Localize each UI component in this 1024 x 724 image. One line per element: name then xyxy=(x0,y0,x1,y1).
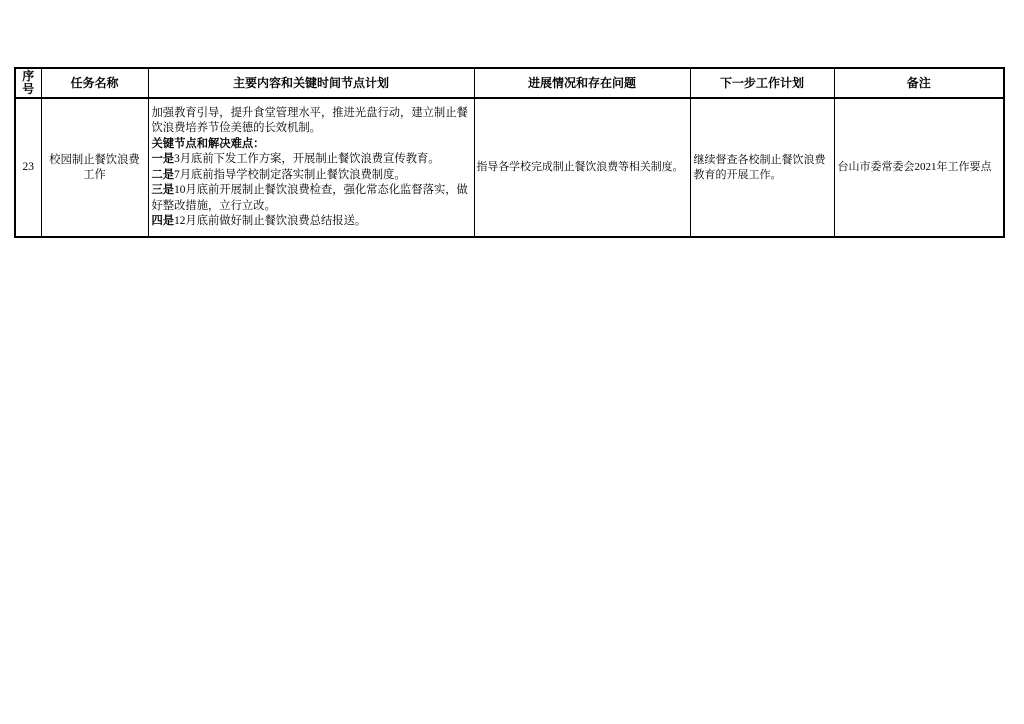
content-paragraph xyxy=(152,137,471,153)
content-paragraph xyxy=(152,168,471,184)
header-row xyxy=(15,68,1004,98)
header-cell-remark: 备注 xyxy=(834,68,1004,98)
paragraph-prefix: 四是 xyxy=(151,215,175,227)
cell-seq: 23 xyxy=(15,98,41,237)
header-cell-task-name: 任务名称 xyxy=(41,68,148,98)
content-paragraph xyxy=(152,106,471,137)
paragraph-text: 加强教育引导，提升食堂管理水平，推进光盘行动，建立制止餐饮浪费培养节俭美德的长效机制。 xyxy=(151,106,468,134)
table-row xyxy=(15,98,1004,237)
task-table xyxy=(14,67,1005,238)
cell-progress: 指导各学校完成制止餐饮浪费等相关制度。 xyxy=(474,98,690,237)
paragraph-text: 3月底前下发工作方案，开展制止餐饮浪费宣传教育。 xyxy=(174,153,440,165)
content-paragraph xyxy=(152,152,471,168)
paragraph-text: 12月底前做好制止餐饮浪费总结报送。 xyxy=(174,215,367,227)
paragraph-prefix: 二是 xyxy=(151,168,175,181)
paragraph-text: 7月底前指导学校制定落实制止餐饮浪费制度。 xyxy=(174,168,406,181)
cell-content xyxy=(148,98,474,237)
header-cell-progress: 进展情况和存在问题 xyxy=(474,68,690,98)
paragraph-prefix: 一是 xyxy=(151,153,175,165)
cell-task-name: 校园制止餐饮浪费工作 xyxy=(41,98,148,237)
paragraph-prefix: 三是 xyxy=(151,184,175,196)
content-paragraph xyxy=(152,214,471,230)
header-cell-next-plan: 下一步工作计划 xyxy=(690,68,834,98)
cell-next-plan: 继续督查各校制止餐饮浪费教育的开展工作。 xyxy=(690,98,834,237)
header-cell-content: 主要内容和关键时间节点计划 xyxy=(148,68,474,98)
paragraph-text: 10月底前开展制止餐饮浪费检查，强化常态化监督落实，做好整改措施，立行立改。 xyxy=(151,184,468,212)
cell-remark: 台山市委常委会2021年工作要点 xyxy=(834,98,1004,237)
content-paragraph xyxy=(152,183,471,214)
header-cell-seq: 序号 xyxy=(15,68,41,98)
paragraph-prefix: 关键节点和解决难点： xyxy=(151,137,265,150)
